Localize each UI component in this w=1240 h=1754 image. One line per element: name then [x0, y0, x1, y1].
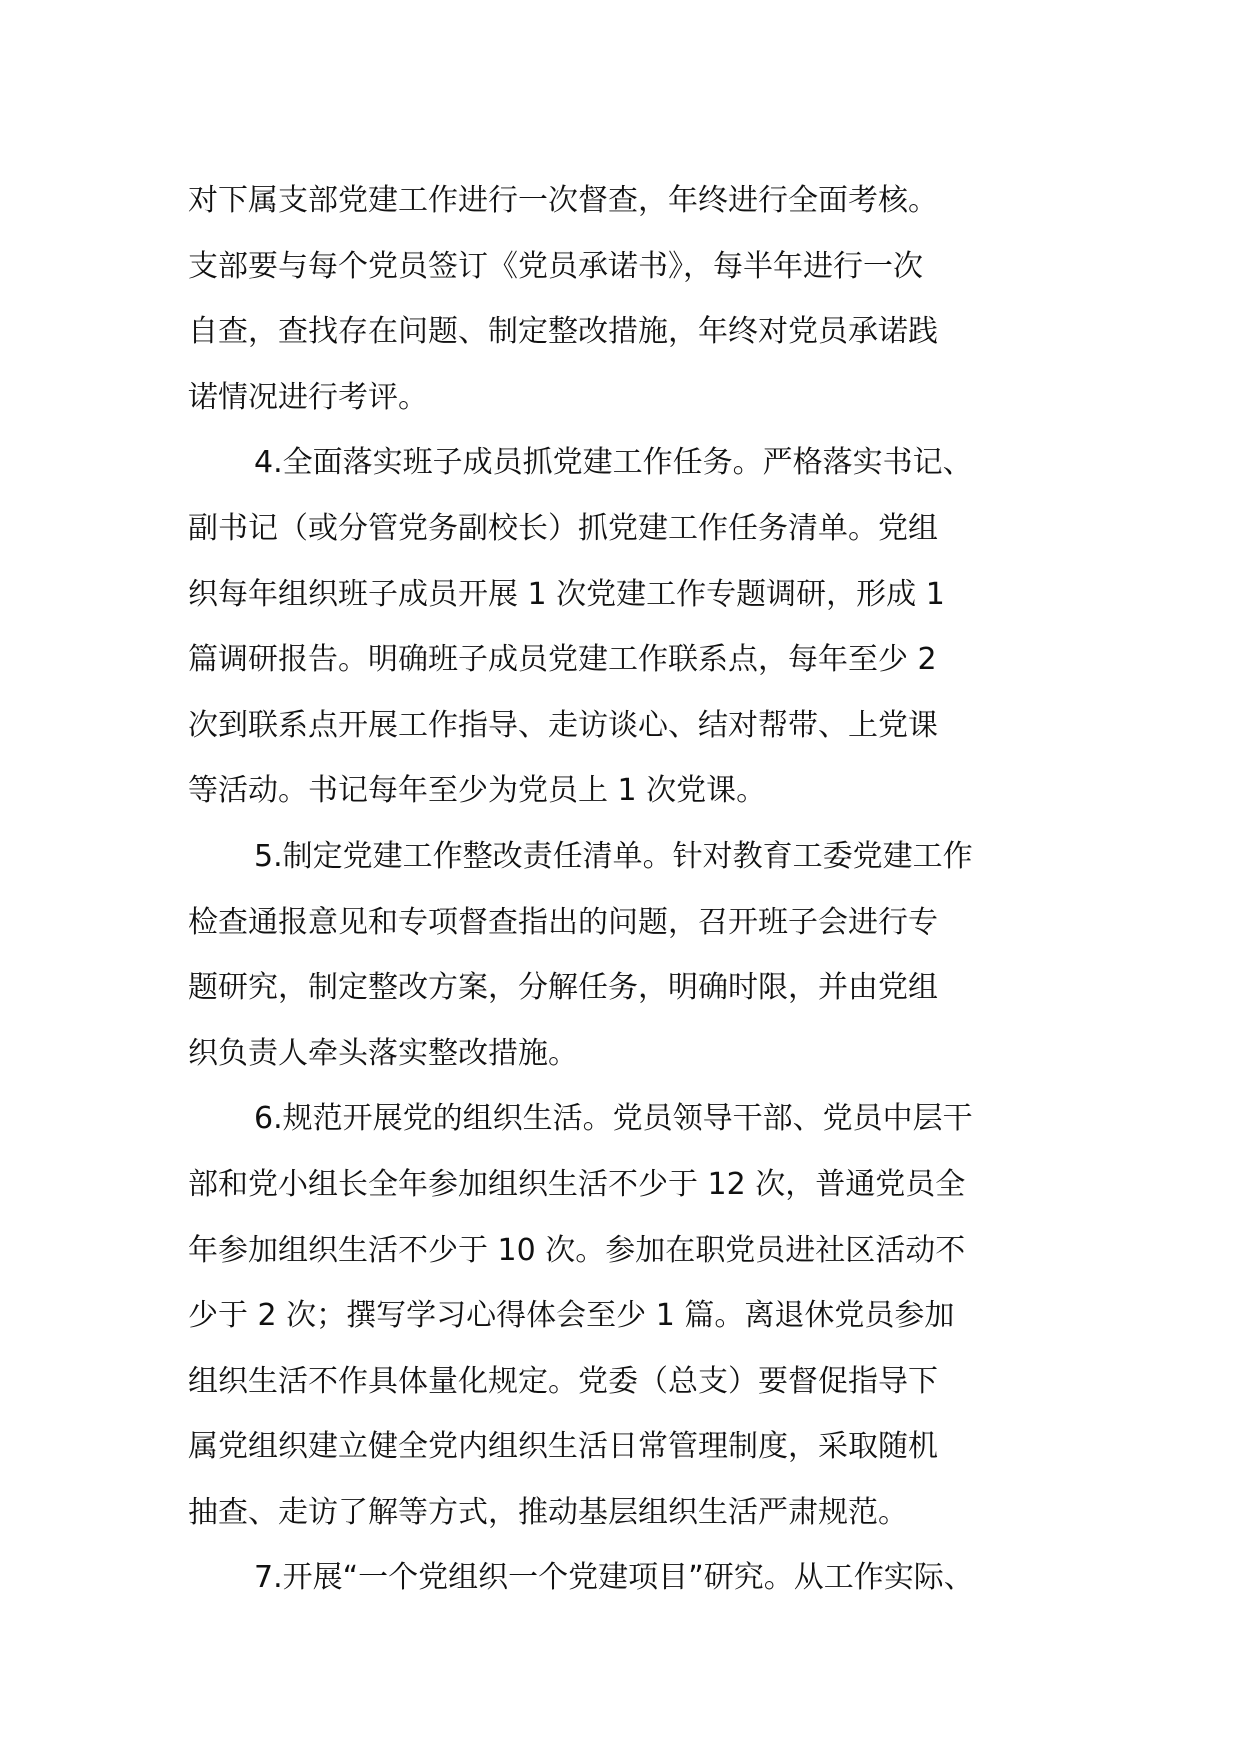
text-line: 年参加组织生活不少于 10 次。参加在职党员进社区活动不	[188, 1232, 966, 1268]
text-line: 组织生活不作具体量化规定。党委（总支）要督促指导下	[188, 1363, 938, 1399]
text-line: 题研究，制定整改方案，分解任务，明确时限，并由党组	[188, 970, 938, 1006]
text-line: 对下属支部党建工作进行一次督查，年终进行全面考核。	[188, 183, 938, 218]
paragraph-7-start: 7.开展“一个党组织一个党建项目”研究。从工作实际、	[254, 1560, 974, 1596]
paragraph-6-start: 6.规范开展党的组织生活。党员领导干部、党员中层干	[254, 1101, 973, 1137]
text-line: 等活动。书记每年至少为党员上 1 次党课。	[188, 773, 767, 809]
paragraph-4-start: 4.全面落实班子成员抓党建工作任务。严格落实书记、	[254, 445, 973, 481]
text-line: 副书记（或分管党务副校长）抓党建工作任务清单。党组	[188, 510, 938, 546]
text-line: 支部要与每个党员签订《党员承诺书》，每半年进行一次	[188, 248, 923, 284]
text-line: 检查通报意见和专项督查指出的问题，召开班子会进行专	[188, 904, 938, 940]
text-line: 次到联系点开展工作指导、走访谈心、结对帮带、上党课	[188, 707, 938, 743]
paragraph-5-start: 5.制定党建工作整改责任清单。针对教育工委党建工作	[254, 838, 973, 874]
text-line: 自查，查找存在问题、制定整改措施，年终对党员承诺践	[188, 314, 938, 350]
text-line: 少于 2 次；撰写学习心得体会至少 1 篇。离退休党员参加	[188, 1298, 955, 1334]
text-line: 诺情况进行考评。	[188, 379, 428, 415]
document-body	[188, 168, 1068, 1611]
text-line: 抽查、走访了解等方式，推动基层组织生活严肃规范。	[188, 1494, 908, 1530]
text-line: 织负责人牵头落实整改措施。	[188, 1035, 578, 1071]
text-line: 属党组织建立健全党内组织生活日常管理制度，采取随机	[188, 1429, 938, 1465]
text-line: 篇调研报告。明确班子成员党建工作联系点，每年至少 2	[188, 642, 937, 678]
text-line: 织每年组织班子成员开展 1 次党建工作专题调研，形成 1	[188, 576, 945, 612]
text-line: 部和党小组长全年参加组织生活不少于 12 次，普通党员全	[188, 1166, 966, 1202]
